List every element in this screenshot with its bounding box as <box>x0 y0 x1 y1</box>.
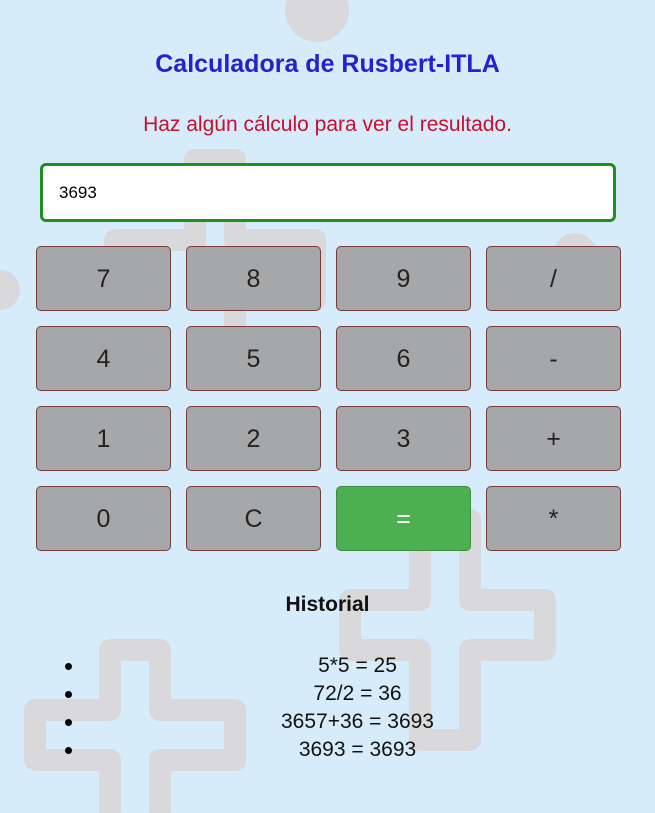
bullet-icon <box>65 747 72 754</box>
equals-button[interactable]: = <box>336 486 471 551</box>
history-entry: 3693 = 3693 <box>298 738 417 761</box>
key-1[interactable]: 1 <box>36 406 171 471</box>
key-add[interactable]: + <box>486 406 621 471</box>
key-6[interactable]: 6 <box>336 326 471 391</box>
key-4[interactable]: 4 <box>36 326 171 391</box>
key-7[interactable]: 7 <box>36 246 171 311</box>
history-item <box>60 736 655 764</box>
bullet-icon <box>65 691 72 698</box>
bullet-icon <box>65 719 72 726</box>
history-item <box>60 708 655 736</box>
key-0[interactable]: 0 <box>36 486 171 551</box>
key-8[interactable]: 8 <box>186 246 321 311</box>
clear-button[interactable]: C <box>186 486 321 551</box>
display-input[interactable] <box>40 163 616 222</box>
history-item <box>60 680 655 708</box>
history-item <box>60 652 655 680</box>
bullet-icon <box>65 663 72 670</box>
key-multiply[interactable]: * <box>486 486 621 551</box>
history-title: Historial <box>285 593 370 616</box>
history-entry: 5*5 = 25 <box>318 654 397 677</box>
key-9[interactable]: 9 <box>336 246 471 311</box>
key-2[interactable]: 2 <box>186 406 321 471</box>
key-3[interactable]: 3 <box>336 406 471 471</box>
key-subtract[interactable]: - <box>486 326 621 391</box>
history-list <box>60 652 655 764</box>
key-5[interactable]: 5 <box>186 326 321 391</box>
history-entry: 3657+36 = 3693 <box>281 710 434 733</box>
page-title: Calculadora de Rusbert-ITLA <box>155 50 500 78</box>
result-message: Haz algún cálculo para ver el resultado. <box>143 113 512 136</box>
key-divide[interactable]: / <box>486 246 621 311</box>
history-entry: 72/2 = 36 <box>313 682 402 705</box>
